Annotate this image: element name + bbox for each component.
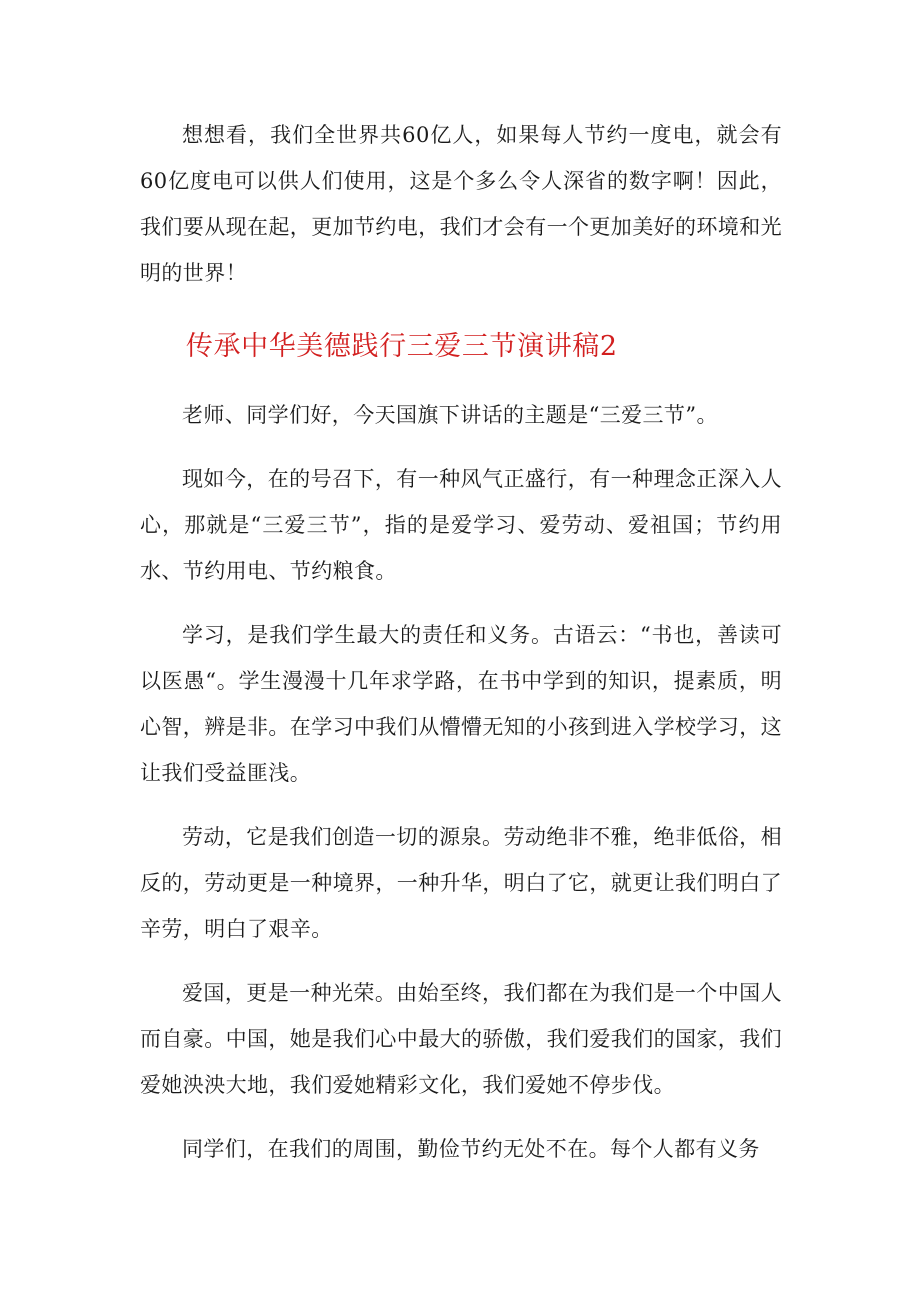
section-heading: 传承中华美德践行三爱三节演讲稿2 [185, 331, 618, 362]
paragraph-greeting: 老师、同学们好，今天国旗下讲话的主题是“三爱三节”。 [182, 403, 718, 427]
paragraph-labor: 劳动，它是我们创造一切的源泉。劳动绝非不雅，绝非低俗，相反的，劳动更是一种境界，一种升华，明白了它，就更让我们明白了辛劳，明白了艰辛。 [140, 825, 782, 941]
paragraph-patriotism: 爱国，更是一种光荣。由始至终，我们都在为我们是一个中国人而自豪。中国，她是我们心中最大的骄傲，我们爱我们的国家，我们爱她泱泱大地，我们爱她精彩文化，我们爱她不停步伐。 [140, 981, 782, 1097]
paragraph-thrift: 同学们，在我们的周围，勤俭节约无处不在。每个人都有义务 [182, 1137, 760, 1161]
paragraph-world-electricity: 想想看，我们全世界共60亿人，如果每人节约一度电，就会有60亿度电可以供人们使用，这是个多么令人深省的数字啊！因此，我们要从现在起，更加节约电，我们才会有一个更加美好的环境和光明的世界！ [140, 123, 782, 285]
document-body [140, 112, 782, 1172]
paragraph-three-loves-intro: 现如今，在的号召下，有一种风气正盛行，有一种理念正深入人心，那就是“三爱三节”，指的是爱学习、爱劳动、爱祖国；节约用水、节约用电、节约粮食。 [140, 467, 782, 583]
paragraph-study: 学习，是我们学生最大的责任和义务。古语云：“书也，善读可以医愚“。学生漫漫十几年求学路，在书中学到的知识，提素质，明心智，辨是非。在学习中我们从懵懵无知的小孩到进入学校学习，这让我们受益匪浅。 [140, 623, 782, 785]
